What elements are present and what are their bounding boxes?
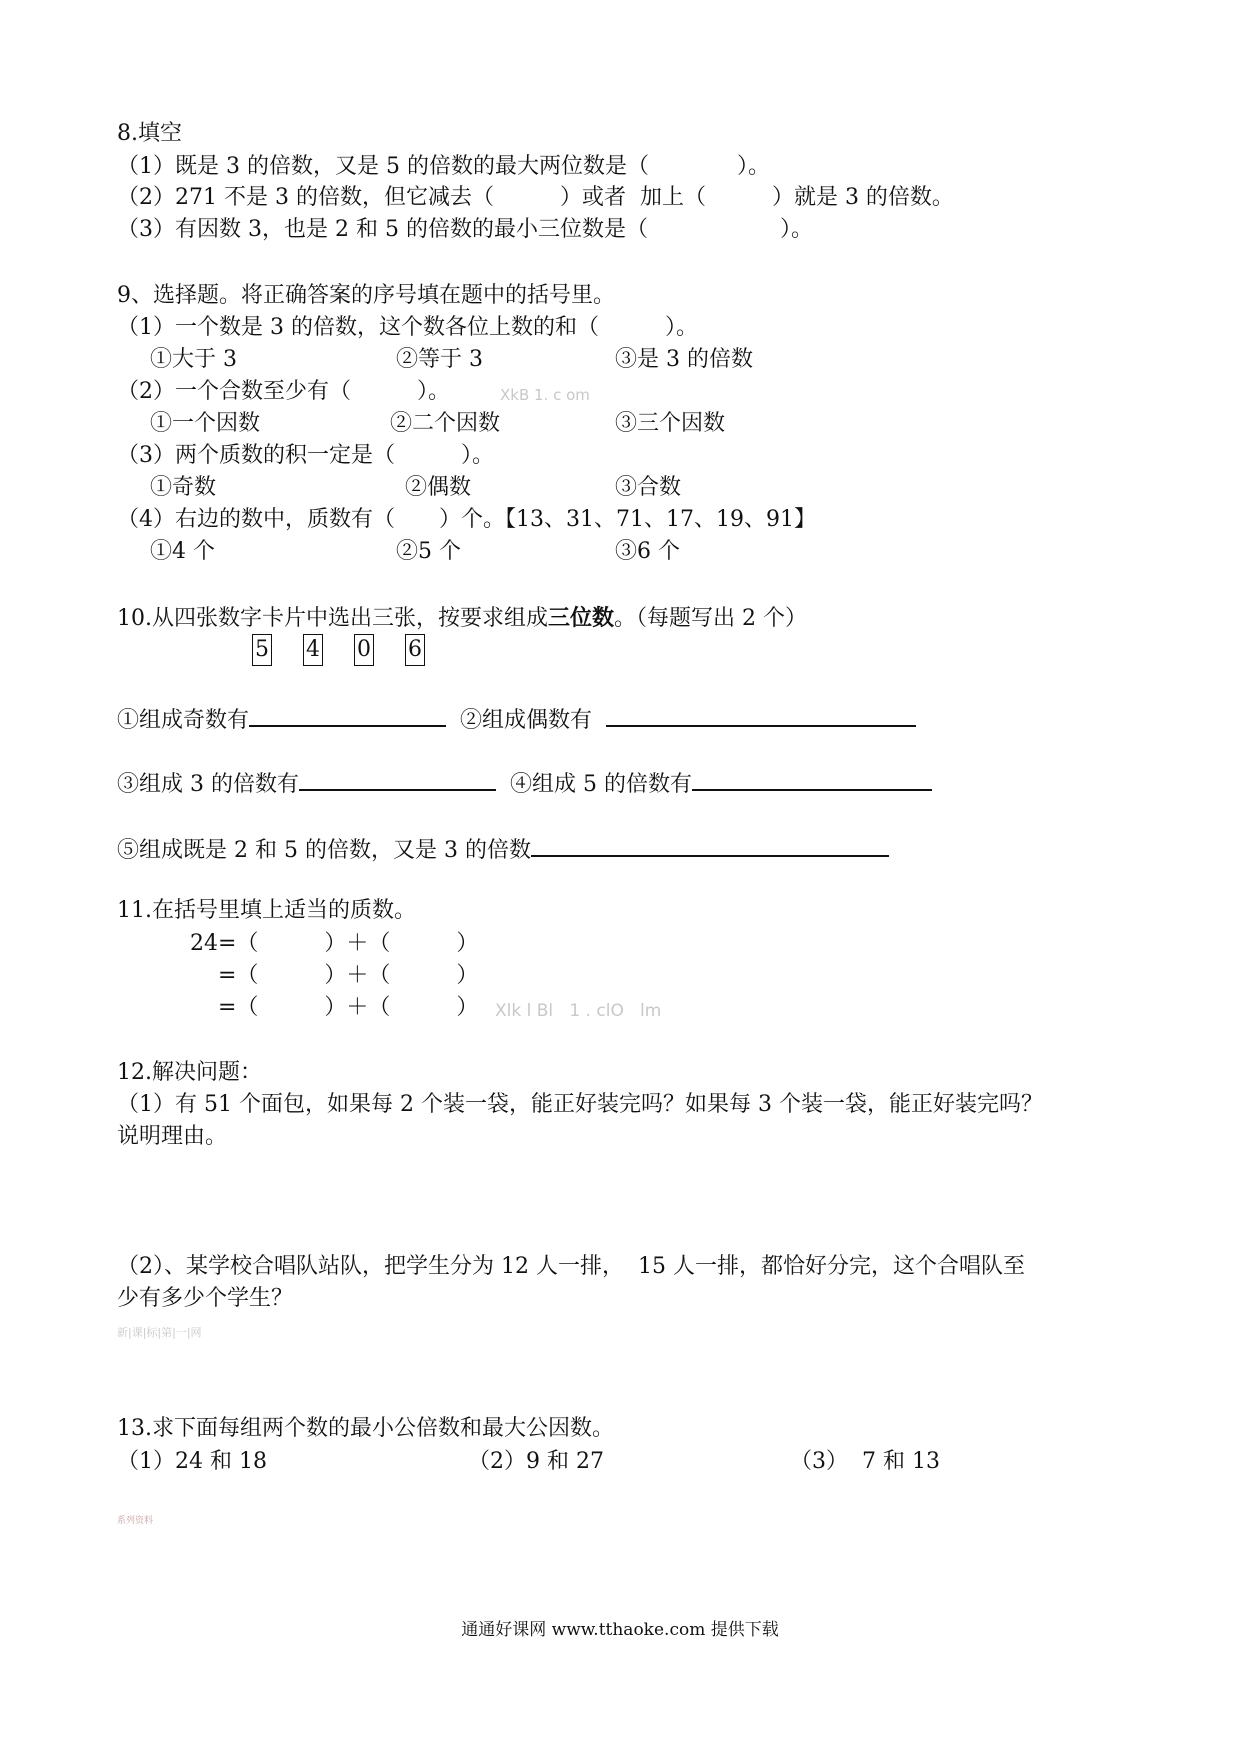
q10-multiple-2-5-3-label: ⑤组成既是 2 和 5 的倍数，又是 3 的倍数	[117, 838, 531, 863]
q9-sub-3-option-1: ①奇数	[150, 475, 217, 500]
q9-sub-3-option-3: ③合数	[615, 475, 682, 500]
q9-sub-4: （4）右边的数中，质数有（ ）个。【13、31、71、17、19、91】	[117, 507, 816, 532]
footer-download-note: 通通好课网 www.tthaoke.com 提供下载	[461, 1620, 779, 1640]
q9-sub-2-option-3: ③三个因数	[615, 411, 726, 436]
number-card-3: 0	[354, 634, 374, 666]
q13-item-2: （2）9 和 27	[468, 1449, 604, 1474]
number-card-2: 4	[303, 634, 323, 666]
q9-sub-1-option-3: ③是 3 的倍数	[615, 347, 753, 372]
q10-even-label: ②组成偶数有	[460, 708, 593, 733]
q9-sub-3: （3）两个质数的积一定是（ ）。	[117, 443, 494, 468]
q13-item-1: （1）24 和 18	[117, 1449, 267, 1474]
q9-sub-3-option-2: ②偶数	[405, 475, 472, 500]
q9-sub-1-option-2: ②等于 3	[396, 347, 483, 372]
q10-title-part-2: 。（每题写出 2 个）	[614, 606, 807, 631]
q9-sub-2-option-1: ①一个因数	[150, 411, 261, 436]
q12-problem-1-line-1: （1）有 51 个面包，如果每 2 个装一袋，能正好装完吗？如果每 3 个装一袋，能正好装完吗？	[117, 1092, 1043, 1117]
q10-multiple-5-label: ④组成 5 的倍数有	[509, 772, 692, 797]
q11-row-2: =（ ）＋（ ）	[218, 963, 479, 988]
watermark-text: XkB 1. c om	[500, 386, 590, 404]
q9-sub-1: （1）一个数是 3 的倍数，这个数各位上数的和（ ）。	[117, 315, 698, 340]
q12-title: 12.解决问题：	[117, 1060, 262, 1085]
q10-answer-row-2	[117, 765, 932, 800]
q10-multiple-3-blank[interactable]	[299, 765, 496, 791]
q9-title: 9、选择题。将正确答案的序号填在题中的括号里。	[117, 283, 615, 308]
q12-problem-2-line-2: 少有多少个学生？	[117, 1286, 294, 1311]
q10-title-part-1: 10.从四张数字卡片中选出三张，按要求组成	[117, 606, 548, 631]
q10-title	[117, 603, 807, 634]
q10-multiple-5-blank[interactable]	[692, 765, 932, 791]
q10-odd-label: ①组成奇数有	[117, 708, 250, 733]
q8-line-1: （1）既是 3 的倍数，又是 5 的倍数的最大两位数是（ ）。	[117, 154, 770, 179]
q10-even-blank[interactable]	[606, 701, 916, 727]
q13-title: 13.求下面每组两个数的最小公倍数和最大公因数。	[117, 1416, 614, 1441]
series-material-mark: 系列资料	[117, 1516, 154, 1526]
watermark-text: Xlk l Bl 1 . clO lm	[495, 1001, 662, 1021]
q10-odd-blank[interactable]	[249, 701, 446, 727]
q11-title: 11.在括号里填上适当的质数。	[117, 898, 416, 923]
q9-sub-4-option-1: ①4 个	[150, 539, 215, 564]
q9-sub-1-option-1: ①大于 3	[150, 347, 237, 372]
q9-sub-2-option-2: ②二个因数	[390, 411, 501, 436]
q8-line-2: （2）271 不是 3 的倍数，但它减去（ ）或者 加上（ ）就是 3 的倍数。	[117, 185, 954, 210]
q10-answer-row-1	[117, 701, 916, 736]
q12-problem-1-line-2: 说明理由。	[117, 1124, 228, 1149]
q11-row-1: 24=（ ）＋（ ）	[190, 931, 479, 956]
number-card-1: 5	[252, 634, 272, 666]
q9-sub-4-option-2: ②5 个	[396, 539, 461, 564]
number-card-4: 6	[405, 634, 425, 666]
watermark-text: 新|课|标|第|一|网	[117, 1326, 202, 1339]
q9-sub-4-option-3: ③6 个	[615, 539, 680, 564]
q10-multiple-3-label: ③组成 3 的倍数有	[117, 772, 299, 797]
q12-problem-2-line-1: （2）、某学校合唱队站队，把学生分为 12 人一排， 15 人一排，都恰好分完，这个合唱队至	[117, 1254, 1025, 1279]
q13-item-3: （3） 7 和 13	[790, 1449, 940, 1474]
q10-title-bold: 三位数	[548, 605, 615, 631]
q11-row-3: =（ ）＋（ ）	[218, 995, 479, 1020]
q8-line-3: （3）有因数 3，也是 2 和 5 的倍数的最小三位数是（ ）。	[117, 217, 813, 242]
q10-answer-row-3	[117, 831, 889, 866]
q8-title: 8.填空	[117, 121, 182, 146]
q9-sub-2: （2）一个合数至少有（ ）。	[117, 379, 450, 404]
q10-multiple-2-5-3-blank[interactable]	[531, 831, 889, 857]
